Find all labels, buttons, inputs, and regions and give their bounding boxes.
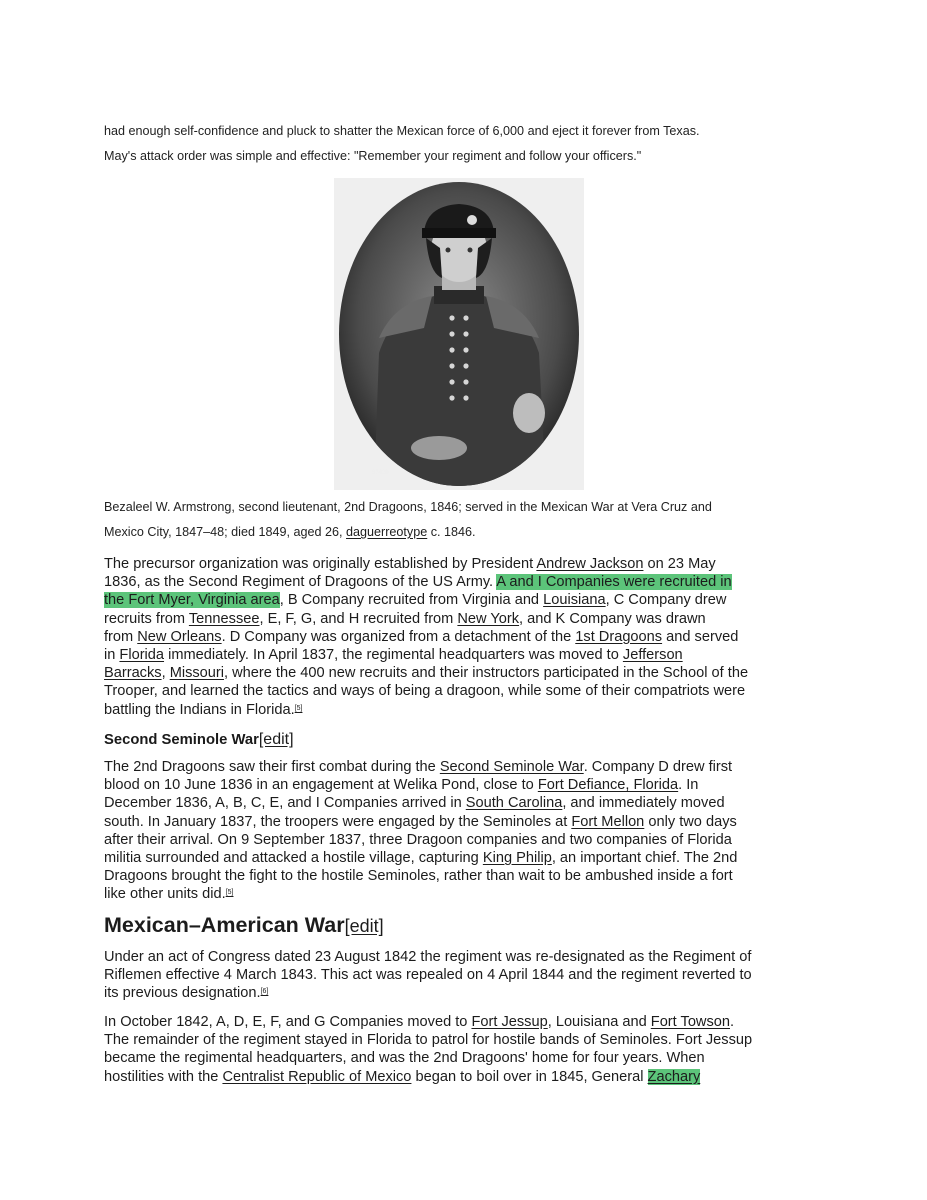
text-line <box>104 1013 824 1031</box>
link-centralist-republic[interactable]: Centralist Republic of Mexico <box>222 1068 412 1085</box>
text-line <box>104 573 824 591</box>
link-south-carolina[interactable]: South Carolina <box>465 795 563 812</box>
photo-caption <box>104 495 824 545</box>
text: In October 1842, A, D, E, F, and G Companies moved to <box>104 1014 472 1030</box>
text: like other units did. <box>104 886 226 903</box>
intro-text <box>104 119 824 169</box>
text-line <box>104 1068 824 1086</box>
text-line <box>104 758 824 776</box>
text-line <box>104 849 824 867</box>
reference-link[interactable]: [6] <box>260 988 269 996</box>
text-line <box>104 555 824 573</box>
text: . In <box>678 777 699 794</box>
photo-stamp: 83420 <box>372 470 389 476</box>
heading-title: Second Seminole War <box>104 732 259 748</box>
text-line: Under an act of Congress dated 23 August 1842 the regiment was re-designated as the Regiment of <box>104 949 752 965</box>
text: began to boil over in 1845, General <box>411 1068 648 1085</box>
text: recruits from <box>104 610 189 627</box>
text: , B Company recruited from Virginia and <box>279 592 544 609</box>
caption-line-2 <box>104 520 824 545</box>
intro-line-2: May's attack order was simple and effective: "Remember your regiment and follow your officers." <box>104 149 642 163</box>
section-heading-seminole <box>104 731 824 749</box>
text-line <box>104 794 824 812</box>
edit-link[interactable]: [edit] <box>344 916 384 936</box>
link-daguerreotype[interactable]: daguerreotype <box>346 525 428 539</box>
text: in <box>104 647 120 664</box>
intro-line-1: had enough self-confidence and pluck to shatter the Mexican force of 6,000 and eject it forever from Texas. <box>104 124 700 138</box>
text-line <box>104 610 824 628</box>
text-line <box>104 628 824 646</box>
text: . D Company was organized from a detachment of the <box>221 628 576 645</box>
text: immediately. In April 1837, the regimental headquarters was moved to <box>164 647 623 664</box>
text: its previous designation. <box>104 985 261 1002</box>
link-florida[interactable]: Florida <box>119 647 165 664</box>
text-line <box>104 646 824 664</box>
text: hostilities with the <box>104 1068 223 1085</box>
text: 1836, as the Second Regiment of Dragoons of the US Army. <box>104 574 497 591</box>
text: militia surrounded and attacked a hostile village, capturing <box>104 850 483 867</box>
link-new-york[interactable]: New York <box>457 610 520 627</box>
text-line <box>104 813 824 831</box>
link-new-orleans[interactable]: New Orleans <box>137 628 222 645</box>
text-line: Trooper, and learned the tactics and ways of being a dragoon, while some of their compatriots were <box>104 683 746 700</box>
heading-title: Mexican–American War <box>104 913 345 937</box>
highlighted-text: A and I Companies were recruited in <box>496 574 732 591</box>
text: , an important chief. The 2nd <box>551 850 738 867</box>
text: , E, F, G, and H recruited from <box>259 610 458 627</box>
highlighted-text: the Fort Myer, Virginia area <box>104 592 280 609</box>
text-line: after their arrival. On 9 September 1837, three Dragoon companies and two companies of Florida <box>104 831 732 848</box>
link-barracks[interactable]: Barracks <box>104 665 162 682</box>
text: December 1836, A, B, C, E, and I Companies arrived in <box>104 795 466 812</box>
text: The 2nd Dragoons saw their first combat during the <box>104 759 440 775</box>
caption-line-1: Bezaleel W. Armstrong, second lieutenant, 2nd Dragoons, 1846; served in the Mexican War at Vera Cruz and <box>104 500 712 514</box>
link-missouri[interactable]: Missouri <box>169 665 225 682</box>
portrait-photo <box>334 178 584 490</box>
text-line: The remainder of the regiment stayed in Florida to patrol for hostile bands of Seminoles. Fort Jessup <box>104 1032 753 1049</box>
paragraph-fort-jessup <box>104 1013 824 1086</box>
text: , and K Company was drawn <box>519 610 706 627</box>
link-fort-defiance[interactable]: Fort Defiance, Florida <box>537 777 679 794</box>
link-fort-towson[interactable]: Fort Towson <box>650 1014 730 1030</box>
text: , Louisiana and <box>547 1014 651 1030</box>
text: . Company D drew first <box>583 759 733 775</box>
text: blood on 10 June 1836 in an engagement at Welika Pond, close to <box>104 777 538 794</box>
link-andrew-jackson[interactable]: Andrew Jackson <box>536 556 644 572</box>
text-line <box>104 701 824 719</box>
reference-link[interactable]: [5] <box>294 704 303 712</box>
link-zachary-taylor[interactable]: Zachary <box>647 1068 701 1085</box>
edit-link[interactable]: [edit] <box>258 731 294 748</box>
paragraph-seminole <box>104 758 824 904</box>
text: , where the 400 new recruits and their instructors participated in the School of the <box>224 665 749 682</box>
text: , <box>161 665 170 682</box>
text-line <box>104 885 824 903</box>
text: The precursor organization was originally established by President <box>104 556 537 572</box>
text-line <box>104 984 824 1002</box>
paragraph-origins <box>104 555 824 719</box>
link-second-seminole-war[interactable]: Second Seminole War <box>439 759 584 775</box>
text: from <box>104 628 138 645</box>
text-line <box>104 591 824 609</box>
link-jefferson-barracks[interactable]: Jefferson <box>622 647 683 664</box>
reference-link[interactable]: [5] <box>225 889 234 897</box>
text: on 23 May <box>643 556 716 572</box>
text: . <box>730 1014 735 1030</box>
text-line: became the regimental headquarters, and was the 2nd Dragoons' home for four years. When <box>104 1050 705 1067</box>
link-louisiana[interactable]: Louisiana <box>543 592 606 609</box>
link-king-philip[interactable]: King Philip <box>482 850 552 867</box>
text: , and immediately moved <box>562 795 725 812</box>
text-line: Riflemen effective 4 March 1843. This act was repealed on 4 April 1844 and the regiment reverted to <box>104 967 752 984</box>
text-line <box>104 664 824 682</box>
caption-text: c. 1846. <box>427 525 476 539</box>
text: battling the Indians in Florida. <box>104 701 295 718</box>
text: south. In January 1837, the troopers were engaged by the Seminoles at <box>104 813 572 830</box>
link-fort-mellon[interactable]: Fort Mellon <box>571 813 645 830</box>
text-line: Dragoons brought the fight to the hostile Seminoles, rather than wait to be ambushed inside a fort <box>104 868 733 885</box>
link-1st-dragoons[interactable]: 1st Dragoons <box>575 628 663 645</box>
section-heading-mexican-war <box>104 913 824 938</box>
link-tennessee[interactable]: Tennessee <box>188 610 260 627</box>
text: , C Company drew <box>605 592 727 609</box>
caption-text: Mexico City, 1847–48; died 1849, aged 26, <box>104 525 347 539</box>
text: and served <box>662 628 739 645</box>
text: only two days <box>644 813 737 830</box>
text-line <box>104 776 824 794</box>
link-fort-jessup[interactable]: Fort Jessup <box>471 1014 548 1030</box>
paragraph-redesignation <box>104 948 824 1003</box>
